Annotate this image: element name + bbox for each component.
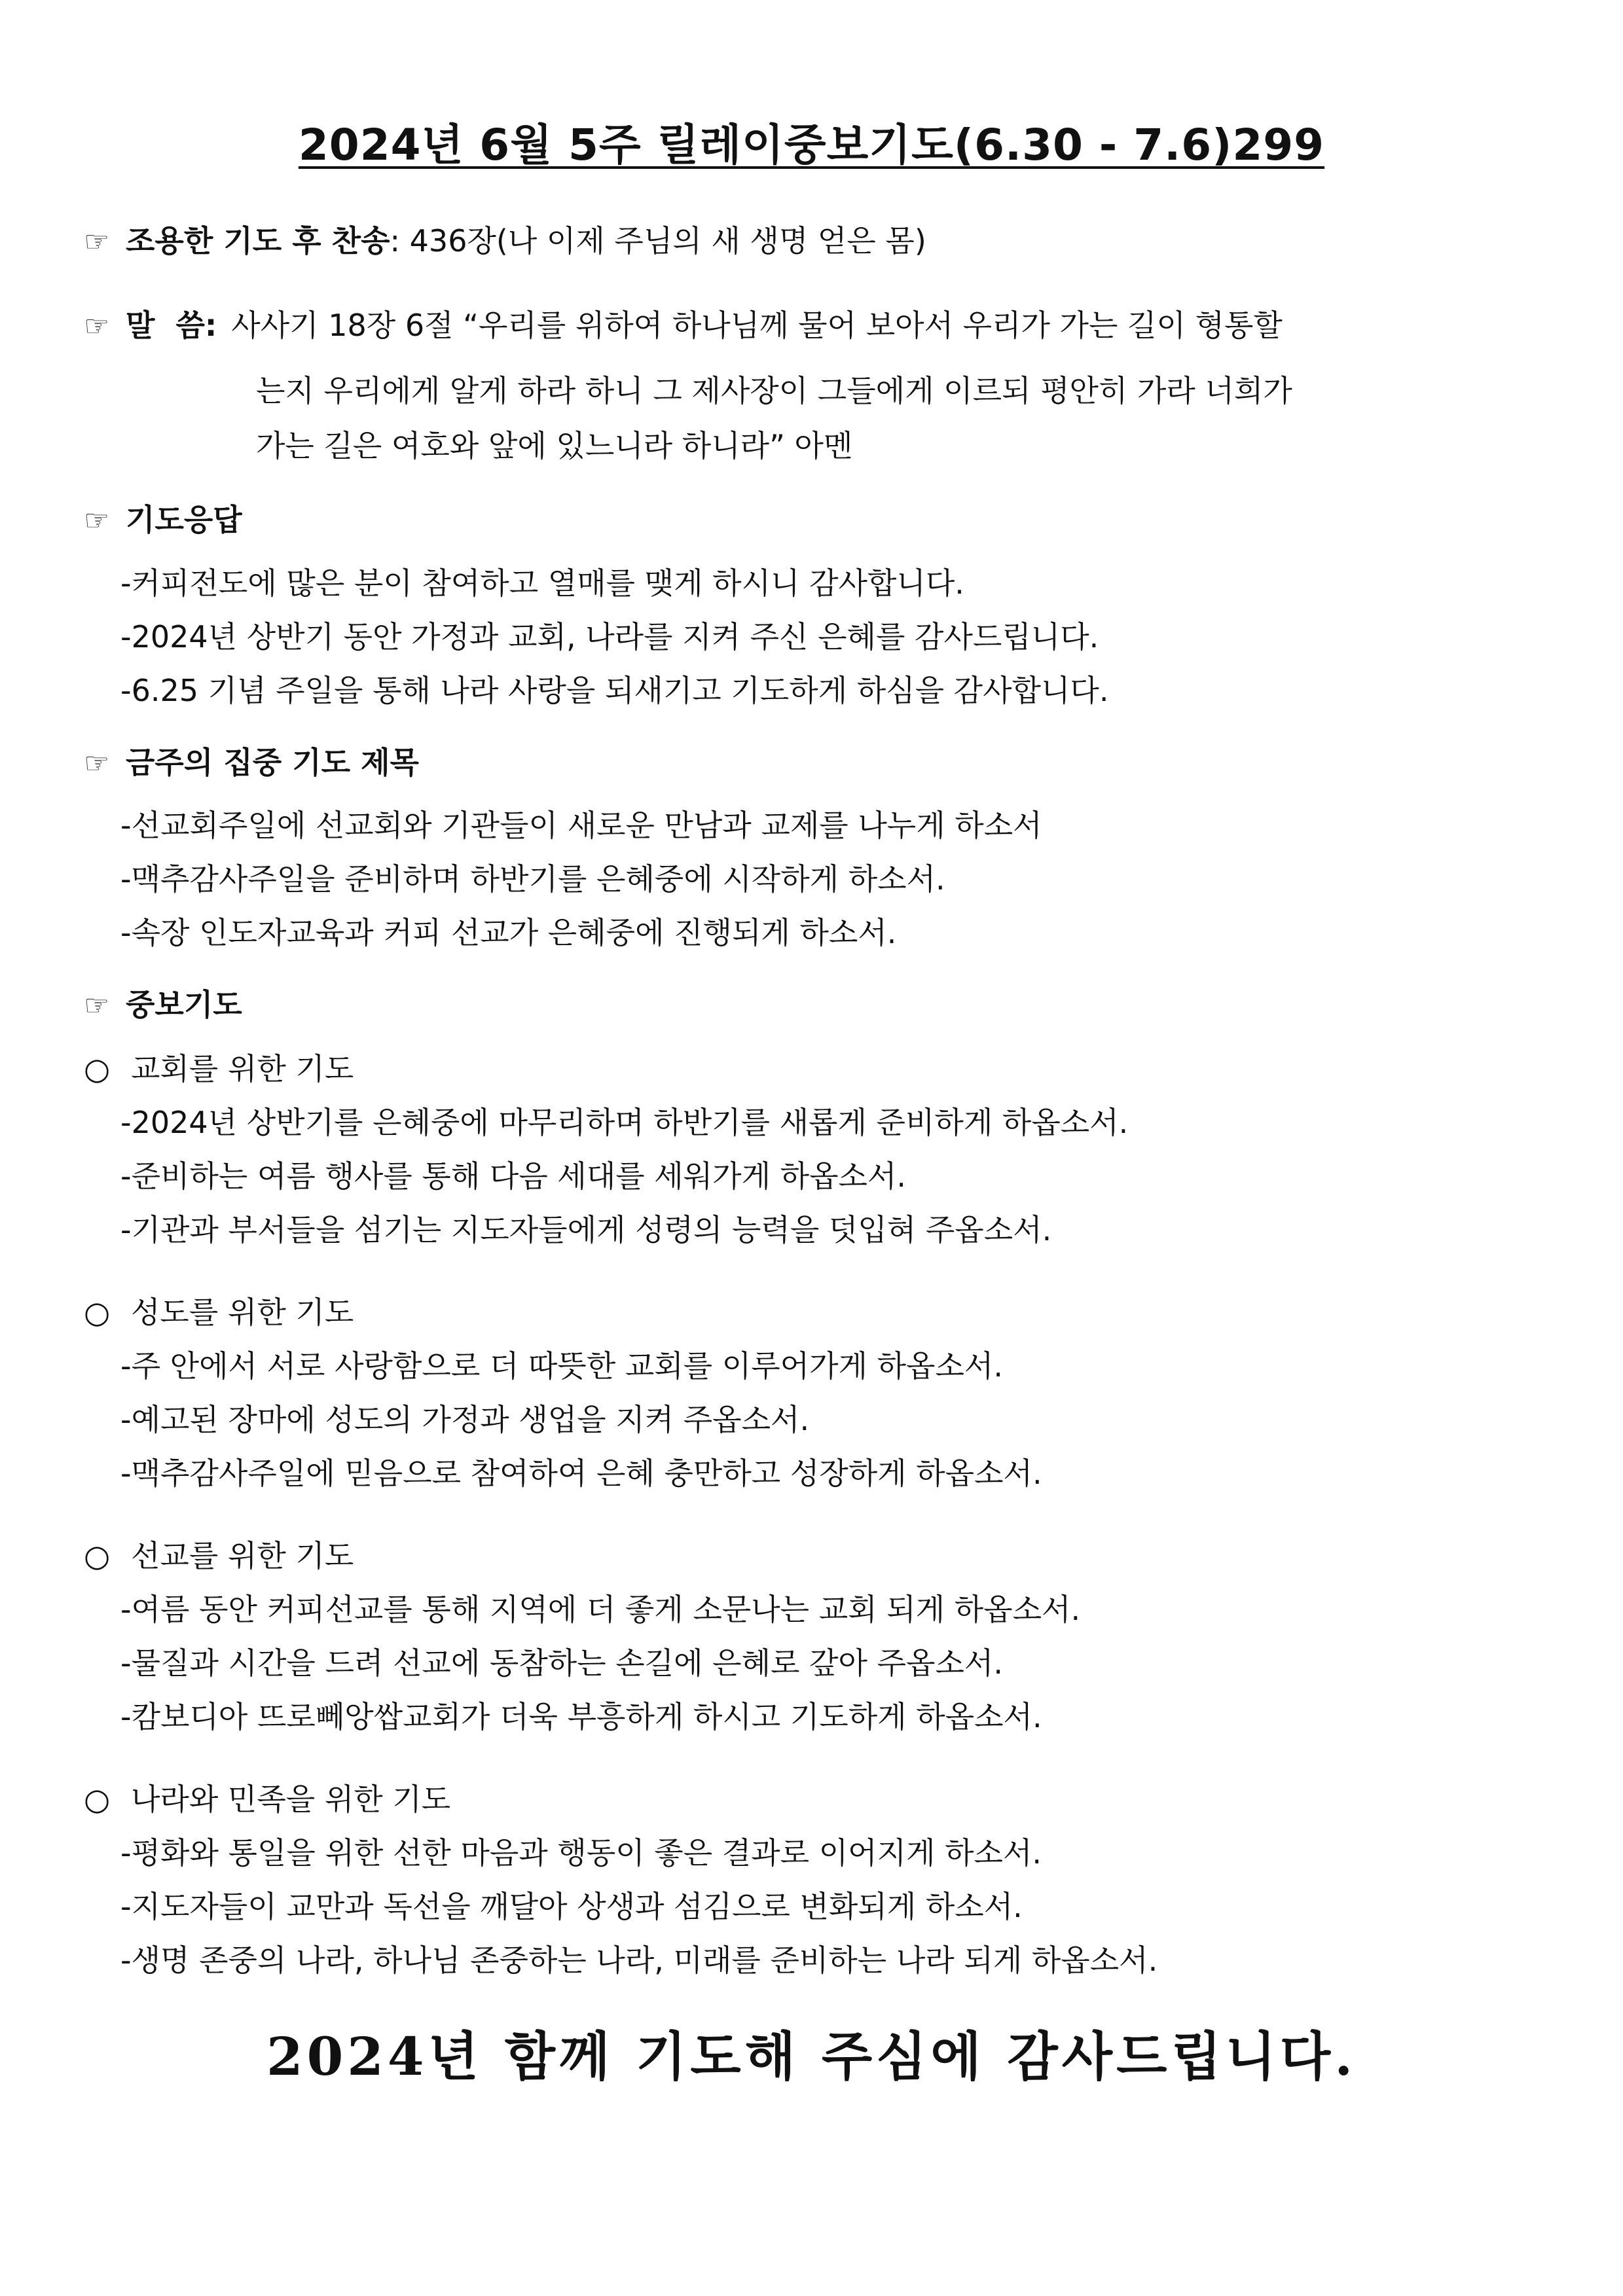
page-title: 2024년 6월 5주 릴레이중보기도(6.30 - 7.6)299	[298, 120, 1325, 170]
circle-icon: ○	[84, 1538, 111, 1573]
word-line: 가는 길은 여호와 앞에 있느니라 하니라” 아멘	[256, 428, 853, 463]
word-label: 말 씀:	[126, 308, 217, 343]
list-item: -물질과 시간을 드려 선교에 동참하는 손길에 은혜로 갚아 주옵소서.	[120, 1645, 1003, 1681]
group-title: ○ 선교를 위한 기도	[84, 1538, 354, 1573]
list-item: -생명 존중의 나라, 하나님 존중하는 나라, 미래를 준비하는 나라 되게 하옵소서.	[120, 1943, 1158, 1978]
pointing-hand-icon: ☞	[84, 310, 110, 343]
hymn-section	[84, 213, 926, 270]
word-section	[84, 298, 1283, 354]
pointing-hand-icon: ☞	[84, 504, 110, 537]
list-item: -캄보디아 뜨로뻬앙쌉교회가 더욱 부흥하게 하시고 기도하게 하옵소서.	[120, 1699, 1042, 1734]
list-item: -2024년 상반기를 은혜중에 마무리하며 하반기를 새롭게 준비하게 하옵소서.	[120, 1105, 1129, 1140]
list-item: -주 안에서 서로 사랑함으로 더 따뜻한 교회를 이루어가게 하옵소서.	[120, 1348, 1003, 1384]
word-line: 사사기 18장 6절 “우리를 위하여 하나님께 물어 보아서 우리가 가는 길이 형통할	[231, 308, 1283, 343]
list-item: -2024년 상반기 동안 가정과 교회, 나라를 지켜 주신 은혜를 감사드립니다.	[120, 619, 1099, 655]
list-item: -6.25 기념 주일을 통해 나라 사랑을 되새기고 기도하게 하심을 감사합니다.	[120, 673, 1109, 708]
closing-message: 2024년 함께 기도해 주심에 감사드립니다.	[266, 2026, 1357, 2087]
answers-heading: ☞ 기도응답	[84, 492, 242, 548]
hymn-label: 조용한 기도 후 찬송	[126, 223, 390, 259]
group-title: ○ 나라와 민족을 위한 기도	[84, 1782, 451, 1817]
list-item: -맥추감사주일을 준비하며 하반기를 은혜중에 시작하게 하소서.	[120, 861, 945, 897]
list-item: -지도자들이 교만과 독선을 깨달아 상생과 섬김으로 변화되게 하소서.	[120, 1889, 1023, 1924]
group-title: ○ 교회를 위한 기도	[84, 1051, 354, 1086]
pointing-hand-icon: ☞	[84, 225, 110, 259]
list-item: -평화와 통일을 위한 선한 마음과 행동이 좋은 결과로 이어지게 하소서.	[120, 1835, 1042, 1871]
focus-heading: ☞ 금주의 집중 기도 제목	[84, 735, 419, 791]
pointing-hand-icon: ☞	[84, 747, 110, 780]
list-item: -여름 동안 커피선교를 통해 지역에 더 좋게 소문나는 교회 되게 하옵소서.	[120, 1592, 1081, 1627]
word-line: 는지 우리에게 알게 하라 하니 그 제사장이 그들에게 이르되 평안히 가라 너희가	[256, 373, 1292, 408]
group-title: ○ 성도를 위한 기도	[84, 1295, 354, 1330]
circle-icon: ○	[84, 1051, 111, 1086]
pointing-hand-icon: ☞	[84, 989, 110, 1022]
intercession-heading: ☞ 중보기도	[84, 977, 242, 1033]
list-item: -속장 인도자교육과 커피 선교가 은혜중에 진행되게 하소서.	[120, 915, 897, 950]
list-item: -예고된 장마에 성도의 가정과 생업을 지켜 주옵소서.	[120, 1402, 810, 1437]
list-item: -기관과 부서들을 섬기는 지도자들에게 성령의 능력을 덧입혀 주옵소서.	[120, 1212, 1052, 1247]
list-item: -선교회주일에 선교회와 기관들이 새로운 만남과 교제를 나누게 하소서	[120, 808, 1042, 843]
list-item: -준비하는 여름 행사를 통해 다음 세대를 세워가게 하옵소서.	[120, 1158, 907, 1194]
list-item: -커피전도에 많은 분이 참여하고 열매를 맺게 하시니 감사합니다.	[120, 565, 964, 601]
circle-icon: ○	[84, 1782, 111, 1817]
hymn-text: : 436장(나 이제 주님의 새 생명 얻은 몸)	[390, 223, 926, 259]
circle-icon: ○	[84, 1295, 111, 1330]
list-item: -맥추감사주일에 믿음으로 참여하여 은혜 충만하고 성장하게 하옵소서.	[120, 1456, 1042, 1491]
